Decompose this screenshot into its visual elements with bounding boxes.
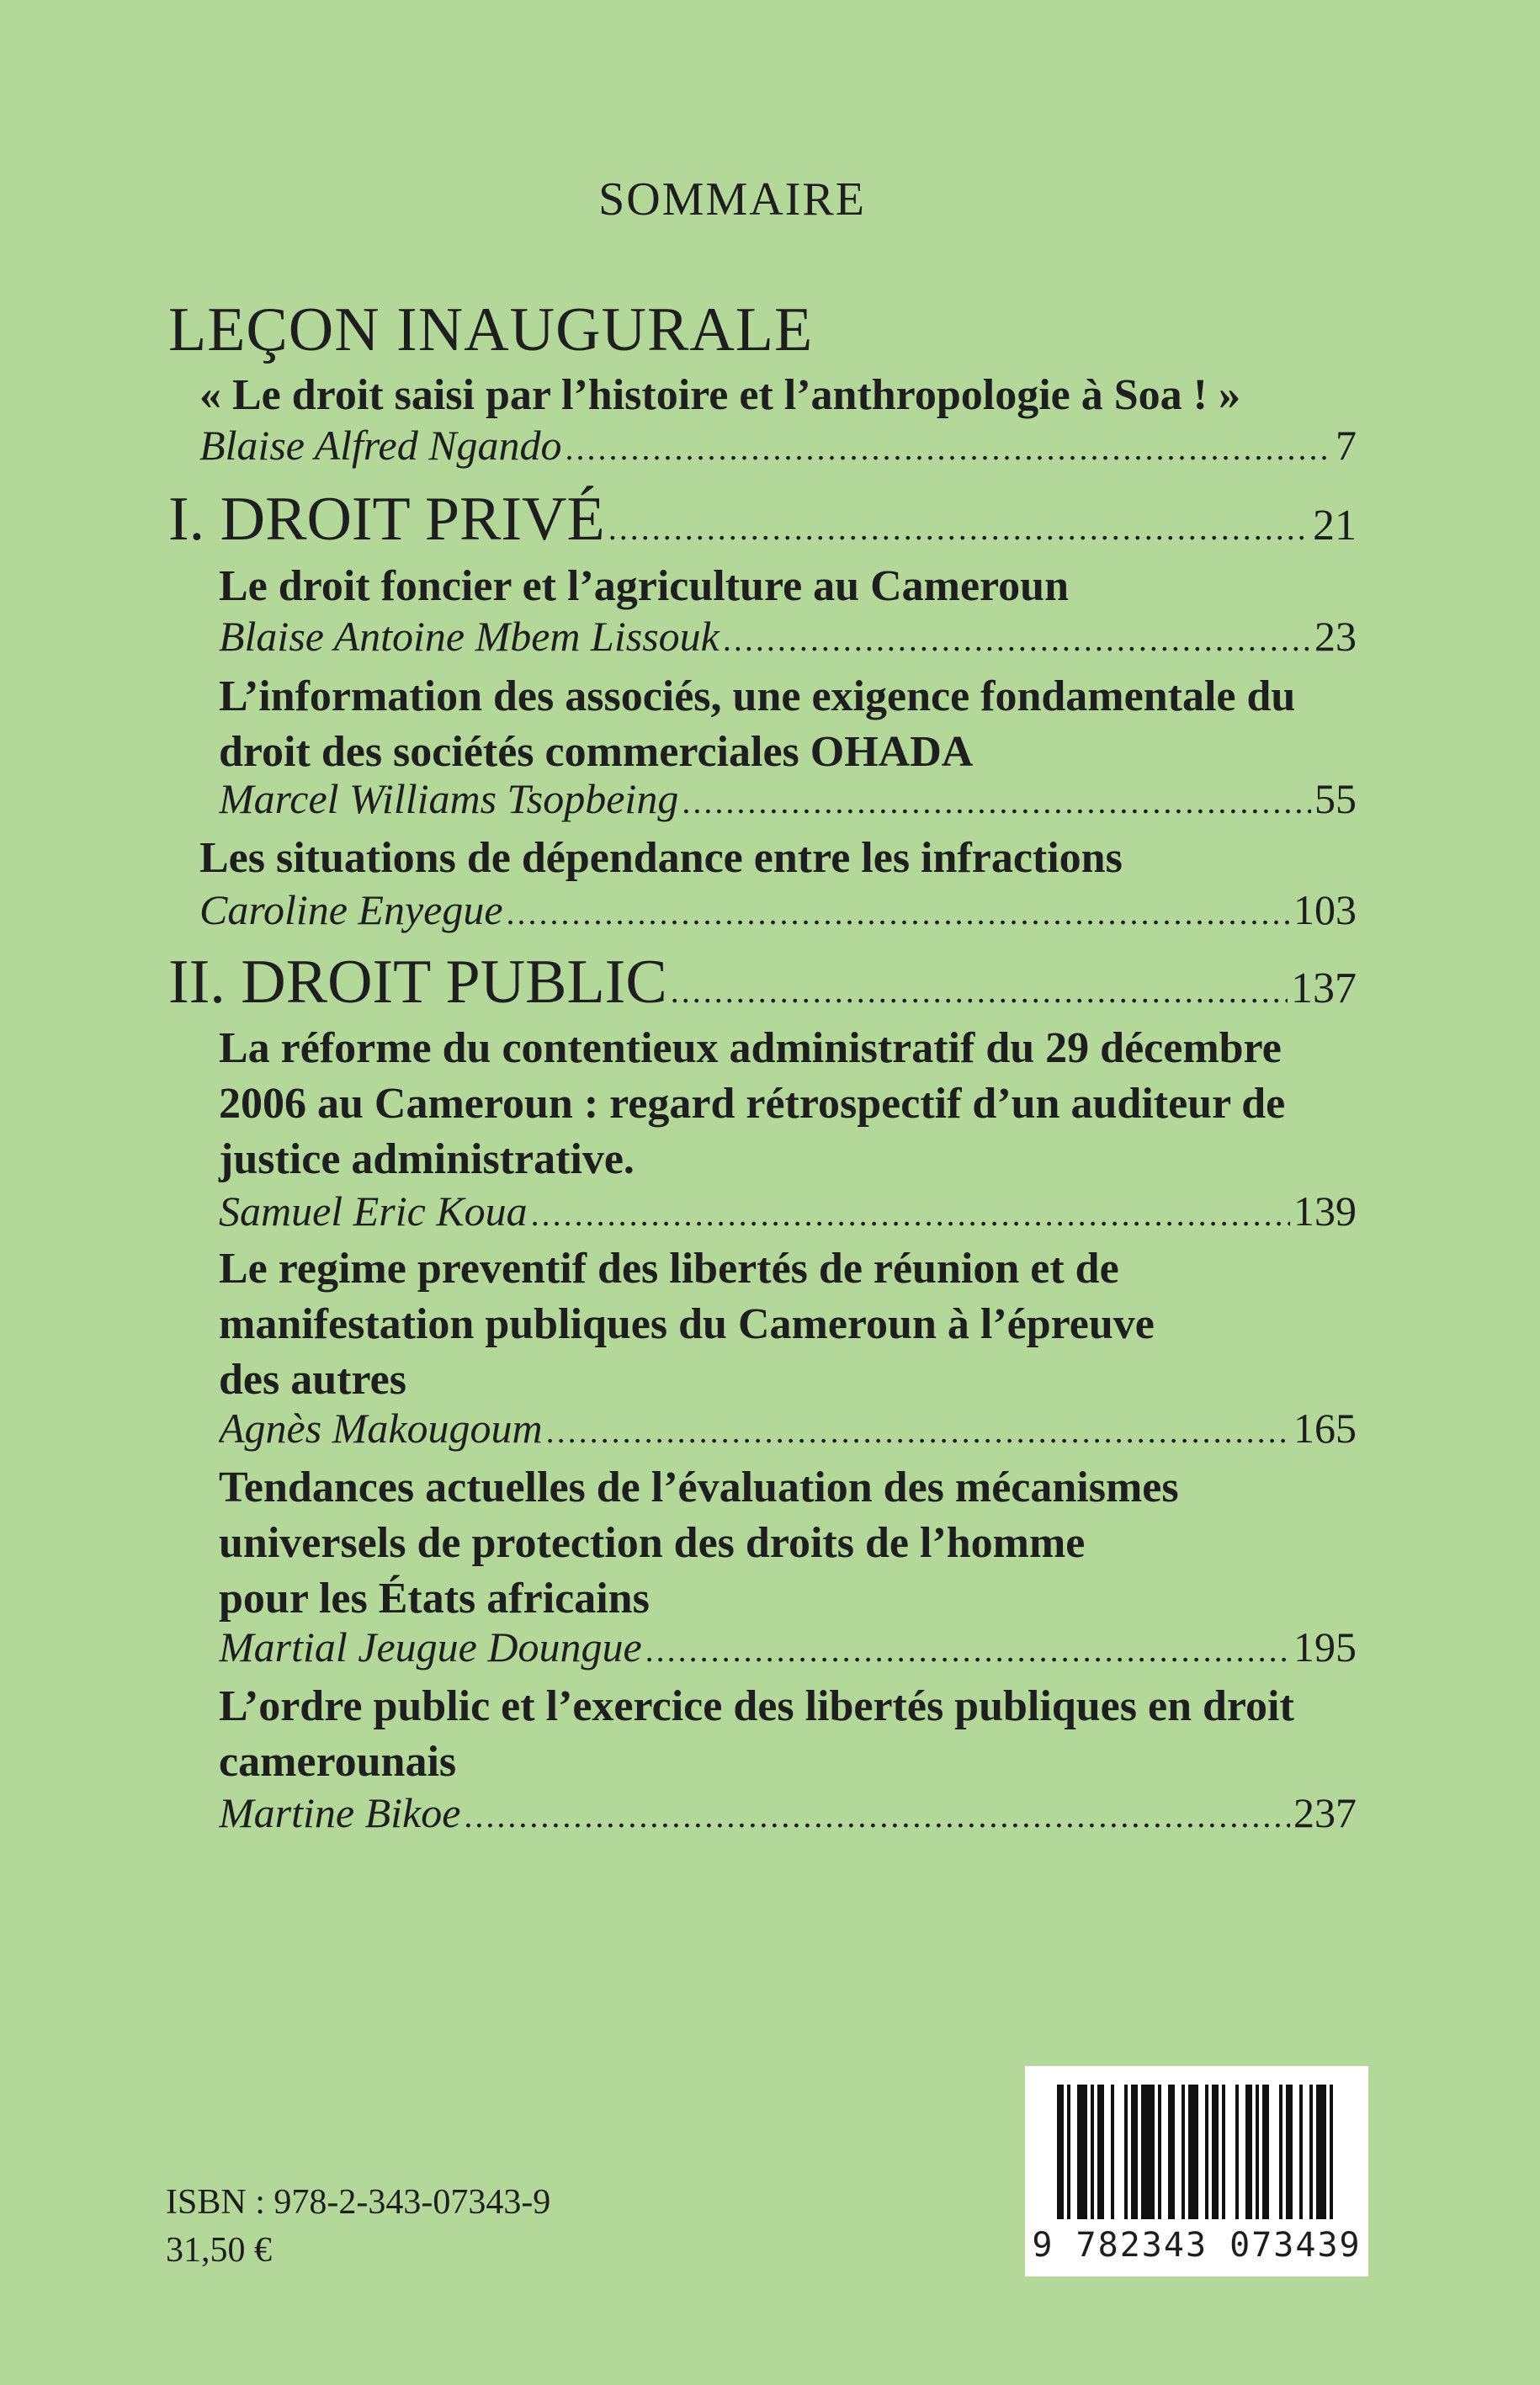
section-heading-lecon: LEÇON INAUGURALE <box>168 295 814 364</box>
entry-title-line: Tendances actuelles de l’évaluation des mécanismes <box>219 1463 1179 1511</box>
entry-title <box>219 1241 1397 1408</box>
dot-leader <box>531 1194 1290 1234</box>
page-number: 21 <box>1313 502 1357 550</box>
toc-entry <box>219 1788 1357 1837</box>
dot-leader <box>464 1796 1290 1835</box>
entry-title: Le droit foncier et l’agriculture au Cameroun <box>219 562 1070 610</box>
toc-title: SOMMAIRE <box>598 173 866 226</box>
page-number: 195 <box>1293 1623 1357 1671</box>
page-number: 139 <box>1293 1187 1357 1235</box>
entry-title <box>219 1679 1397 1790</box>
dot-leader <box>546 1411 1290 1451</box>
section-heading-droit-public <box>168 947 1357 1018</box>
entry-author: Martial Jeugue Doungue <box>219 1623 642 1671</box>
entry-author: Blaise Antoine Mbem Lissouk <box>219 613 720 660</box>
entry-title-line: Le regime preventif des libertés de réunion et de <box>219 1245 1119 1293</box>
entry-title-line: manifestation publiques du Cameroun à l’épreuve <box>219 1300 1155 1348</box>
page-number: 23 <box>1314 613 1357 660</box>
entry-title-line: L’information des associés, une exigence fondamentale du <box>219 672 1296 720</box>
toc-entry <box>199 885 1357 934</box>
section-label: II. DROIT PUBLIC <box>168 948 667 1017</box>
entry-author: Caroline Enyegue <box>199 886 503 933</box>
isbn-text: ISBN : 978-2-343-07343-9 <box>166 2183 551 2222</box>
dot-leader <box>645 1630 1290 1670</box>
section-heading-droit-prive <box>168 484 1357 555</box>
toc-entry <box>219 1187 1357 1235</box>
entry-author: Martine Bikoe <box>219 1789 461 1836</box>
price-text: 31,50 € <box>166 2231 272 2270</box>
lecon-subtitle: « Le droit saisi par l’histoire et l’anthropologie à Soa ! » <box>199 371 1240 419</box>
dot-leader <box>566 428 1332 468</box>
entry-title-line: droit des sociétés commerciales OHADA <box>219 728 974 776</box>
barcode-number: 9 782343 073439 <box>1032 2226 1362 2265</box>
entry-title-line: La réforme du contentieux administratif du 29 décembre <box>219 1024 1282 1072</box>
entry-title-line: 2006 au Cameroun : regard rétrospectif d’un auditeur de <box>219 1080 1286 1128</box>
entry-author: Blaise Alfred Ngando <box>199 422 562 469</box>
entry-author: Samuel Eric Koua <box>219 1187 528 1235</box>
entry-title <box>219 1021 1397 1187</box>
entry-title-line: L’ordre public et l’exercice des libertés publiques en droit <box>219 1682 1294 1730</box>
entry-title <box>219 1460 1397 1627</box>
entry-author: Marcel Williams Tsopbeing <box>219 775 679 822</box>
entry-title: Les situations de dépendance entre les infractions <box>199 834 1123 882</box>
page-number: 137 <box>1291 964 1357 1012</box>
entry-title-line: pour les États africains <box>219 1575 650 1623</box>
entry-title-line: justice administrative. <box>219 1135 635 1183</box>
barcode <box>1025 2066 1368 2276</box>
toc-entry <box>219 1623 1357 1671</box>
section-label: I. DROIT PRIVÉ <box>168 485 605 554</box>
page-number: 237 <box>1293 1789 1357 1836</box>
toc-entry <box>219 1404 1357 1453</box>
entry-title-line: des autres <box>219 1356 406 1404</box>
toc-entry <box>219 612 1357 661</box>
dot-leader <box>671 971 1288 1011</box>
page-number: 55 <box>1314 775 1357 822</box>
toc-entry-lecon <box>199 421 1357 470</box>
dot-leader <box>507 893 1290 932</box>
page-number: 103 <box>1293 886 1357 933</box>
entry-title-line: camerounais <box>219 1738 457 1786</box>
entry-author: Agnès Makougoum <box>219 1405 543 1452</box>
page-number: 7 <box>1336 422 1357 469</box>
dot-leader <box>723 619 1311 659</box>
page-number: 165 <box>1293 1405 1357 1452</box>
dot-leader <box>682 782 1311 821</box>
entry-title-line: universels de protection des droits de l’homme <box>219 1519 1086 1567</box>
entry-title <box>219 669 1397 780</box>
dot-leader <box>608 508 1309 548</box>
toc-entry <box>219 774 1357 823</box>
